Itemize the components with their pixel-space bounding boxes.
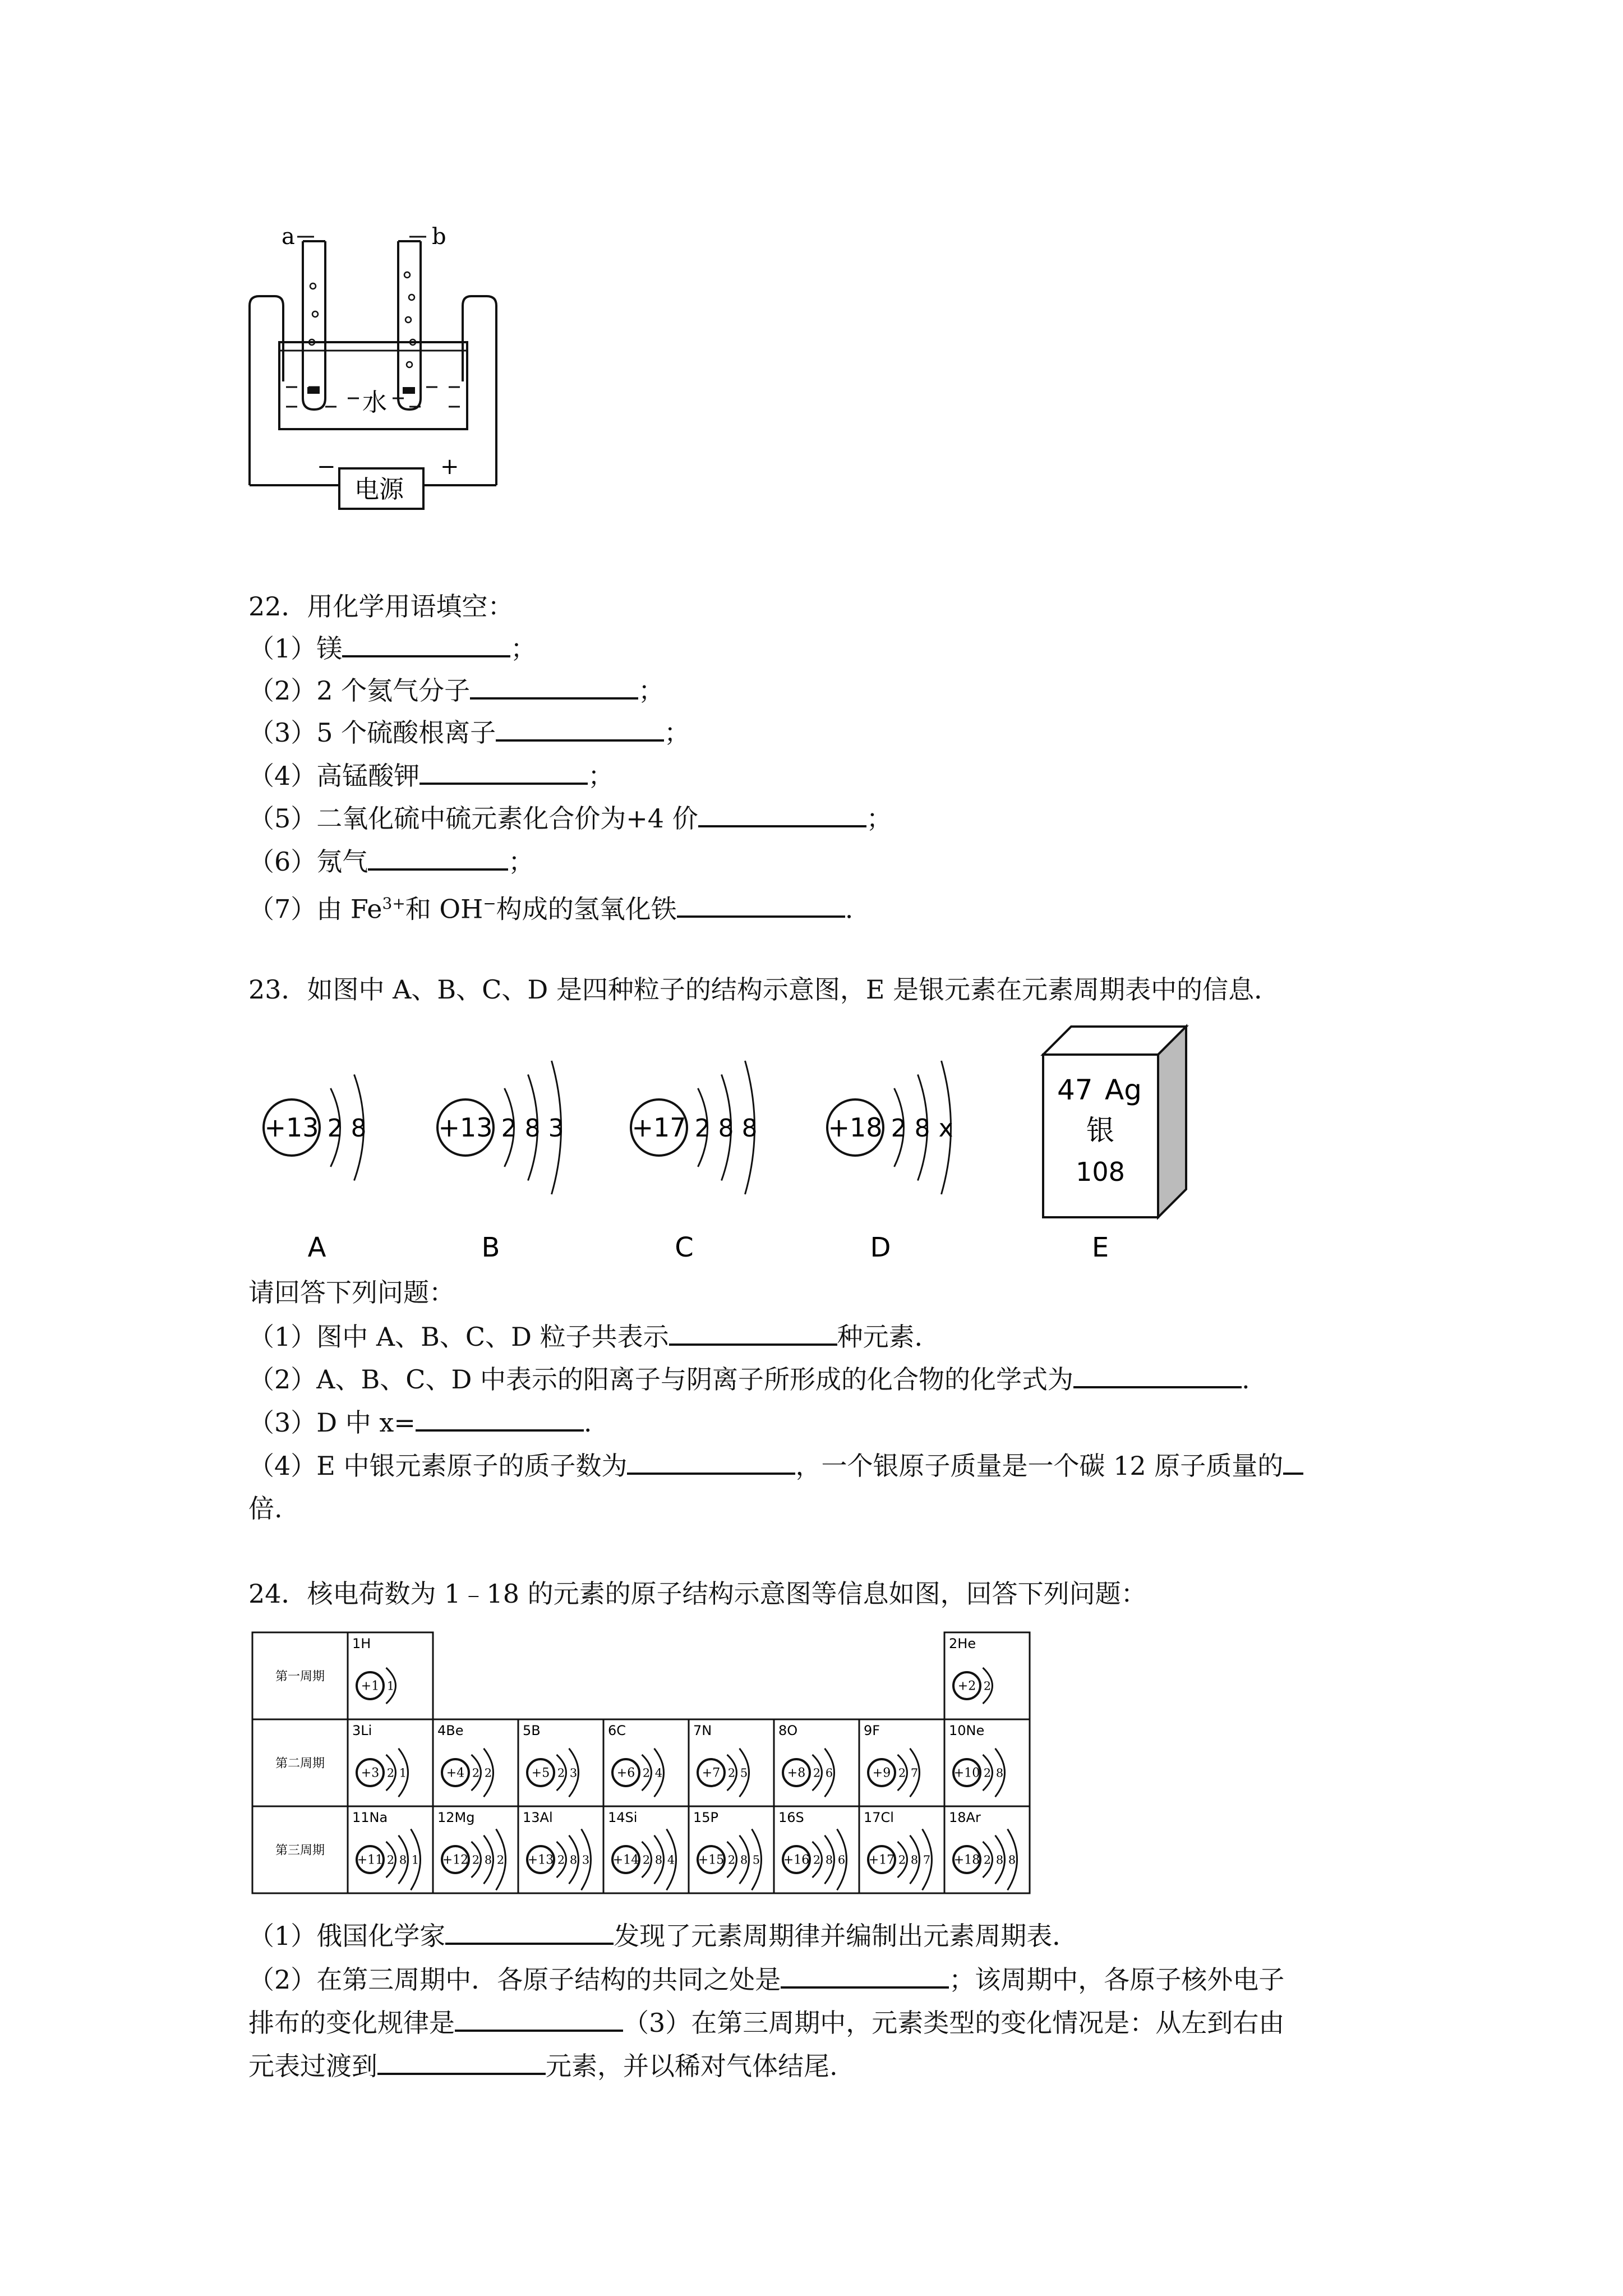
atomic-number: 47 (1057, 1074, 1093, 1106)
particle-label: B (481, 1232, 500, 1263)
answer-blank[interactable] (377, 2050, 546, 2075)
atom-16S (783, 1829, 847, 1890)
shell-electron-count: 2 (557, 1853, 565, 1867)
shell-electron-count: 2 (642, 1766, 651, 1780)
element-cell-10Ne (944, 1719, 1030, 1806)
q22-title: 22．用化学用语填空： (248, 591, 514, 622)
shell-electron-count: 8 (914, 1114, 930, 1143)
shell-electron-count: 8 (825, 1853, 833, 1867)
shell-electron-count: 3 (569, 1766, 578, 1780)
answer-blank[interactable] (416, 1407, 584, 1432)
nucleus-charge: +12 (442, 1853, 469, 1867)
atom-18Ar (953, 1829, 1017, 1890)
element-label: 8O (778, 1723, 798, 1738)
q23-q2: （2）A、B、C、D 中表示的阳离子与阴离子所形成的化合物的化学式为 . (248, 1364, 1250, 1395)
element-cell-6C (603, 1719, 689, 1806)
particle-label: C (675, 1232, 694, 1263)
answer-blank[interactable] (677, 893, 845, 918)
element-cell-1H (348, 1632, 433, 1719)
q23-q4: （4）E 中银元素原子的质子数为 ，一个银原子质量是一个碳 12 原子质量的 (248, 1448, 1303, 1483)
nucleus-charge: +15 (698, 1853, 725, 1867)
shell-electron-count: 2 (813, 1853, 821, 1867)
shell-electron-count: 8 (351, 1114, 367, 1143)
label-b: b (432, 224, 446, 250)
q24-q1: （1）俄国化学家 发现了元素周期律并编制出元素周期表． (248, 1921, 1078, 1951)
element-label: 16S (778, 1810, 804, 1825)
shell-electron-count: 4 (654, 1766, 663, 1780)
element-box-silver (1043, 1027, 1186, 1217)
shell-electron-count: 2 (898, 1853, 906, 1867)
element-label: 12Mg (437, 1810, 475, 1825)
element-cell-14Si (603, 1806, 689, 1893)
nucleus-charge: +6 (616, 1766, 635, 1780)
atom-5B (527, 1749, 579, 1797)
atom-14Si (612, 1829, 676, 1890)
nucleus-charge: +14 (612, 1853, 639, 1867)
element-label: 18Ar (949, 1810, 981, 1825)
q24-q2-line2: 排布的变化规律是 （3）在第三周期中，元素类型的变化情况是：从左到右由 (248, 2008, 1285, 2038)
answer-blank[interactable] (781, 1964, 949, 1989)
nucleus-charge: +8 (787, 1766, 806, 1780)
electrolysis-diagram (241, 213, 505, 527)
element-cell-11Na (348, 1806, 433, 1893)
shell-electron-count: 8 (995, 1766, 1004, 1780)
element-label: 6C (608, 1723, 626, 1738)
atom-3Li (357, 1749, 408, 1797)
particle-label: D (870, 1232, 891, 1263)
nucleus-charge: +10 (953, 1766, 980, 1780)
nucleus-charge: +13 (527, 1853, 554, 1867)
period-label: 第三周期 (275, 1843, 325, 1858)
shell-electron-count: 2 (983, 1679, 992, 1693)
shell-electron-count: 8 (484, 1853, 492, 1867)
shell-electron-count: 8 (569, 1853, 578, 1867)
shell-electron-count: 2 (557, 1766, 565, 1780)
element-name: 银 (1086, 1114, 1114, 1147)
particle-D (827, 1061, 953, 1194)
shell-electron-count: 8 (995, 1853, 1004, 1867)
atom-13Al (527, 1829, 591, 1890)
shell-electron-count: 8 (524, 1114, 541, 1143)
element-cell-13Al (518, 1806, 603, 1893)
shell-electron-count: 2 (327, 1114, 343, 1143)
answer-blank[interactable] (470, 675, 638, 700)
atom-7N (698, 1749, 749, 1797)
answer-blank[interactable] (1073, 1364, 1242, 1388)
q22-item-6: （6）氖气 ； (248, 846, 534, 877)
element-cell-12Mg (433, 1806, 518, 1893)
element-label: 14Si (608, 1810, 638, 1825)
q22-item-4: （4）高锰酸钾 ； (248, 761, 614, 791)
atom-11Na (357, 1829, 421, 1890)
element-label: 9F (864, 1723, 880, 1738)
nucleus-charge: +2 (957, 1679, 976, 1694)
particle-C (631, 1061, 757, 1194)
shell-electron-count: 2 (386, 1766, 395, 1780)
q22-item-1: （1）镁 ； (248, 633, 537, 664)
shell-electron-count: 7 (910, 1766, 919, 1780)
q24-q3-line2: 元表过渡到 元素，并以稀对气体结尾. (248, 2051, 838, 2081)
shell-electron-count: 5 (740, 1766, 748, 1780)
q24-q2: （2）在第三周期中．各原子结构的共同之处是 ；该周期中，各原子核外电子 (248, 1964, 1285, 1995)
particle-diagrams (241, 1021, 1251, 1268)
shell-electron-count: 6 (837, 1853, 846, 1867)
shell-electron-count: 8 (740, 1853, 748, 1867)
shell-electron-count: 6 (825, 1766, 833, 1780)
answer-blank[interactable] (669, 1321, 837, 1346)
periodic-table-1-18 (250, 1630, 1096, 1899)
shell-electron-count: 2 (813, 1766, 821, 1780)
shell-electron-count: 2 (983, 1766, 992, 1780)
answer-blank[interactable] (1283, 1450, 1303, 1475)
shell-electron-count: 7 (923, 1853, 931, 1867)
shell-electron-count: 3 (548, 1114, 564, 1143)
answer-blank[interactable] (445, 1920, 614, 1945)
period-label: 第一周期 (275, 1669, 325, 1684)
q23-prompt: 请回答下列问题： (248, 1277, 455, 1308)
label-a: a (282, 224, 295, 250)
nucleus-charge: +9 (872, 1766, 891, 1780)
element-label: 15P (693, 1810, 719, 1825)
atom-12Mg (442, 1829, 506, 1890)
shell-electron-count: 2 (472, 1766, 480, 1780)
nucleus-charge: +18 (828, 1112, 883, 1143)
q22-item-7: （7）由 $Fe^{3+}$和 OH−构成的氢氧化铁 . (248, 894, 854, 924)
element-cell-2He (944, 1632, 1030, 1719)
particle-B (437, 1061, 564, 1194)
element-label: 1H (352, 1636, 371, 1651)
atom-8O (783, 1749, 834, 1797)
nucleus-charge: +17 (868, 1853, 895, 1867)
shell-electron-count: 8 (718, 1114, 734, 1143)
shell-electron-count: x (938, 1114, 953, 1143)
shell-electron-count: 8 (1008, 1853, 1016, 1867)
atom-17Cl (868, 1829, 932, 1890)
shell-electron-count: 2 (898, 1766, 906, 1780)
nucleus-charge: +11 (357, 1853, 384, 1867)
shell-electron-count: 8 (654, 1853, 663, 1867)
q23-title: 23．如图中 A、B、C、D 是四种粒子的结构示意图，E 是银元素在元素周期表中的信息． (248, 974, 1280, 1005)
element-cell-9F (859, 1719, 944, 1806)
element-cell-3Li (348, 1719, 433, 1806)
shell-electron-count: 2 (727, 1766, 736, 1780)
shell-electron-count: 2 (642, 1853, 651, 1867)
shell-electron-count: 2 (472, 1853, 480, 1867)
shell-electron-count: 2 (891, 1114, 907, 1143)
atom-9F (868, 1749, 920, 1797)
nucleus-charge: +18 (953, 1853, 980, 1867)
shell-electron-count: 8 (741, 1114, 758, 1143)
nucleus-charge: +13 (264, 1112, 319, 1143)
shell-electron-count: 2 (983, 1853, 992, 1867)
nucleus-charge: +1 (361, 1679, 380, 1694)
element-label: 5B (523, 1723, 541, 1738)
answer-blank[interactable] (698, 803, 866, 827)
nucleus-charge: +16 (783, 1853, 810, 1867)
particle-label: A (307, 1232, 326, 1263)
nucleus-charge: +7 (702, 1766, 721, 1780)
q22-item-5: （5）二氧化硫中硫元素化合价为+4 价 ； (248, 803, 892, 834)
element-cell-4Be (433, 1719, 518, 1806)
shell-electron-count: 2 (484, 1766, 492, 1780)
atomic-mass: 108 (1076, 1157, 1125, 1187)
answer-blank[interactable] (368, 846, 508, 871)
element-cell-18Ar (944, 1806, 1030, 1893)
atom-15P (698, 1829, 762, 1890)
element-label: 3Li (352, 1723, 372, 1738)
nucleus-charge: +17 (631, 1112, 686, 1143)
element-cell-5B (518, 1719, 603, 1806)
element-label: 17Cl (864, 1810, 894, 1825)
shell-electron-count: 5 (752, 1853, 760, 1867)
element-label: 2He (949, 1636, 976, 1651)
shell-electron-count: 2 (496, 1853, 505, 1867)
plus-label: + (440, 454, 459, 480)
element-cell-7N (689, 1719, 774, 1806)
period-label: 第二周期 (275, 1756, 325, 1771)
nucleus-charge: +3 (361, 1766, 380, 1780)
water-label: 水 (362, 388, 387, 417)
shell-electron-count: 4 (667, 1853, 675, 1867)
element-label: 4Be (437, 1723, 464, 1738)
answer-blank[interactable] (496, 717, 664, 742)
element-cell-15P (689, 1806, 774, 1893)
element-label: 11Na (352, 1810, 388, 1825)
element-label: 13Al (523, 1810, 553, 1825)
shell-electron-count: 1 (399, 1766, 407, 1780)
q23-q1: （1）图中 A、B、C、D 粒子共表示 种元素． (248, 1322, 940, 1352)
shell-electron-count: 3 (582, 1853, 590, 1867)
shell-electron-count: 8 (399, 1853, 407, 1867)
particle-A (264, 1075, 366, 1181)
q23-q3: （3）D 中 x= . (248, 1407, 592, 1438)
atom-10Ne (953, 1749, 1005, 1797)
shell-electron-count: 2 (501, 1114, 517, 1143)
answer-blank[interactable] (342, 633, 510, 657)
nucleus-charge: +4 (446, 1766, 465, 1780)
shell-electron-count: 1 (411, 1853, 419, 1867)
q22-item-3: （3）5 个硫酸根离子 ； (248, 717, 690, 748)
minus-label: − (317, 454, 336, 480)
answer-blank[interactable] (627, 1450, 795, 1475)
atom-6C (612, 1749, 664, 1797)
atom-4Be (442, 1749, 494, 1797)
shell-electron-count: 2 (386, 1853, 395, 1867)
shell-electron-count: 2 (694, 1114, 711, 1143)
element-cell-16S (774, 1806, 859, 1893)
answer-blank[interactable] (455, 2007, 623, 2032)
element-label: 7N (693, 1723, 712, 1738)
atom-2He (953, 1668, 993, 1704)
particle-label: E (1091, 1232, 1109, 1263)
q22-item-2: （2）2 个氦气分子 ； (248, 675, 665, 706)
element-cell-17Cl (859, 1806, 944, 1893)
shell-electron-count: 2 (727, 1853, 736, 1867)
shell-electron-count: 8 (910, 1853, 919, 1867)
atom-1H (357, 1668, 396, 1704)
power-label: 电源 (354, 475, 404, 504)
answer-blank[interactable] (419, 760, 588, 785)
nucleus-charge: +5 (531, 1766, 550, 1780)
element-label: 10Ne (949, 1723, 985, 1738)
q23-q4-end: 倍. (248, 1493, 283, 1524)
shell-electron-count: 1 (386, 1679, 395, 1693)
q24-title: 24．核电荷数为 1﹣18 的元素的原子结构示意图等信息如图，回答下列问题： (248, 1579, 1147, 1609)
nucleus-charge: +13 (438, 1112, 493, 1143)
element-cell-8O (774, 1719, 859, 1806)
element-symbol: Ag (1105, 1074, 1142, 1106)
